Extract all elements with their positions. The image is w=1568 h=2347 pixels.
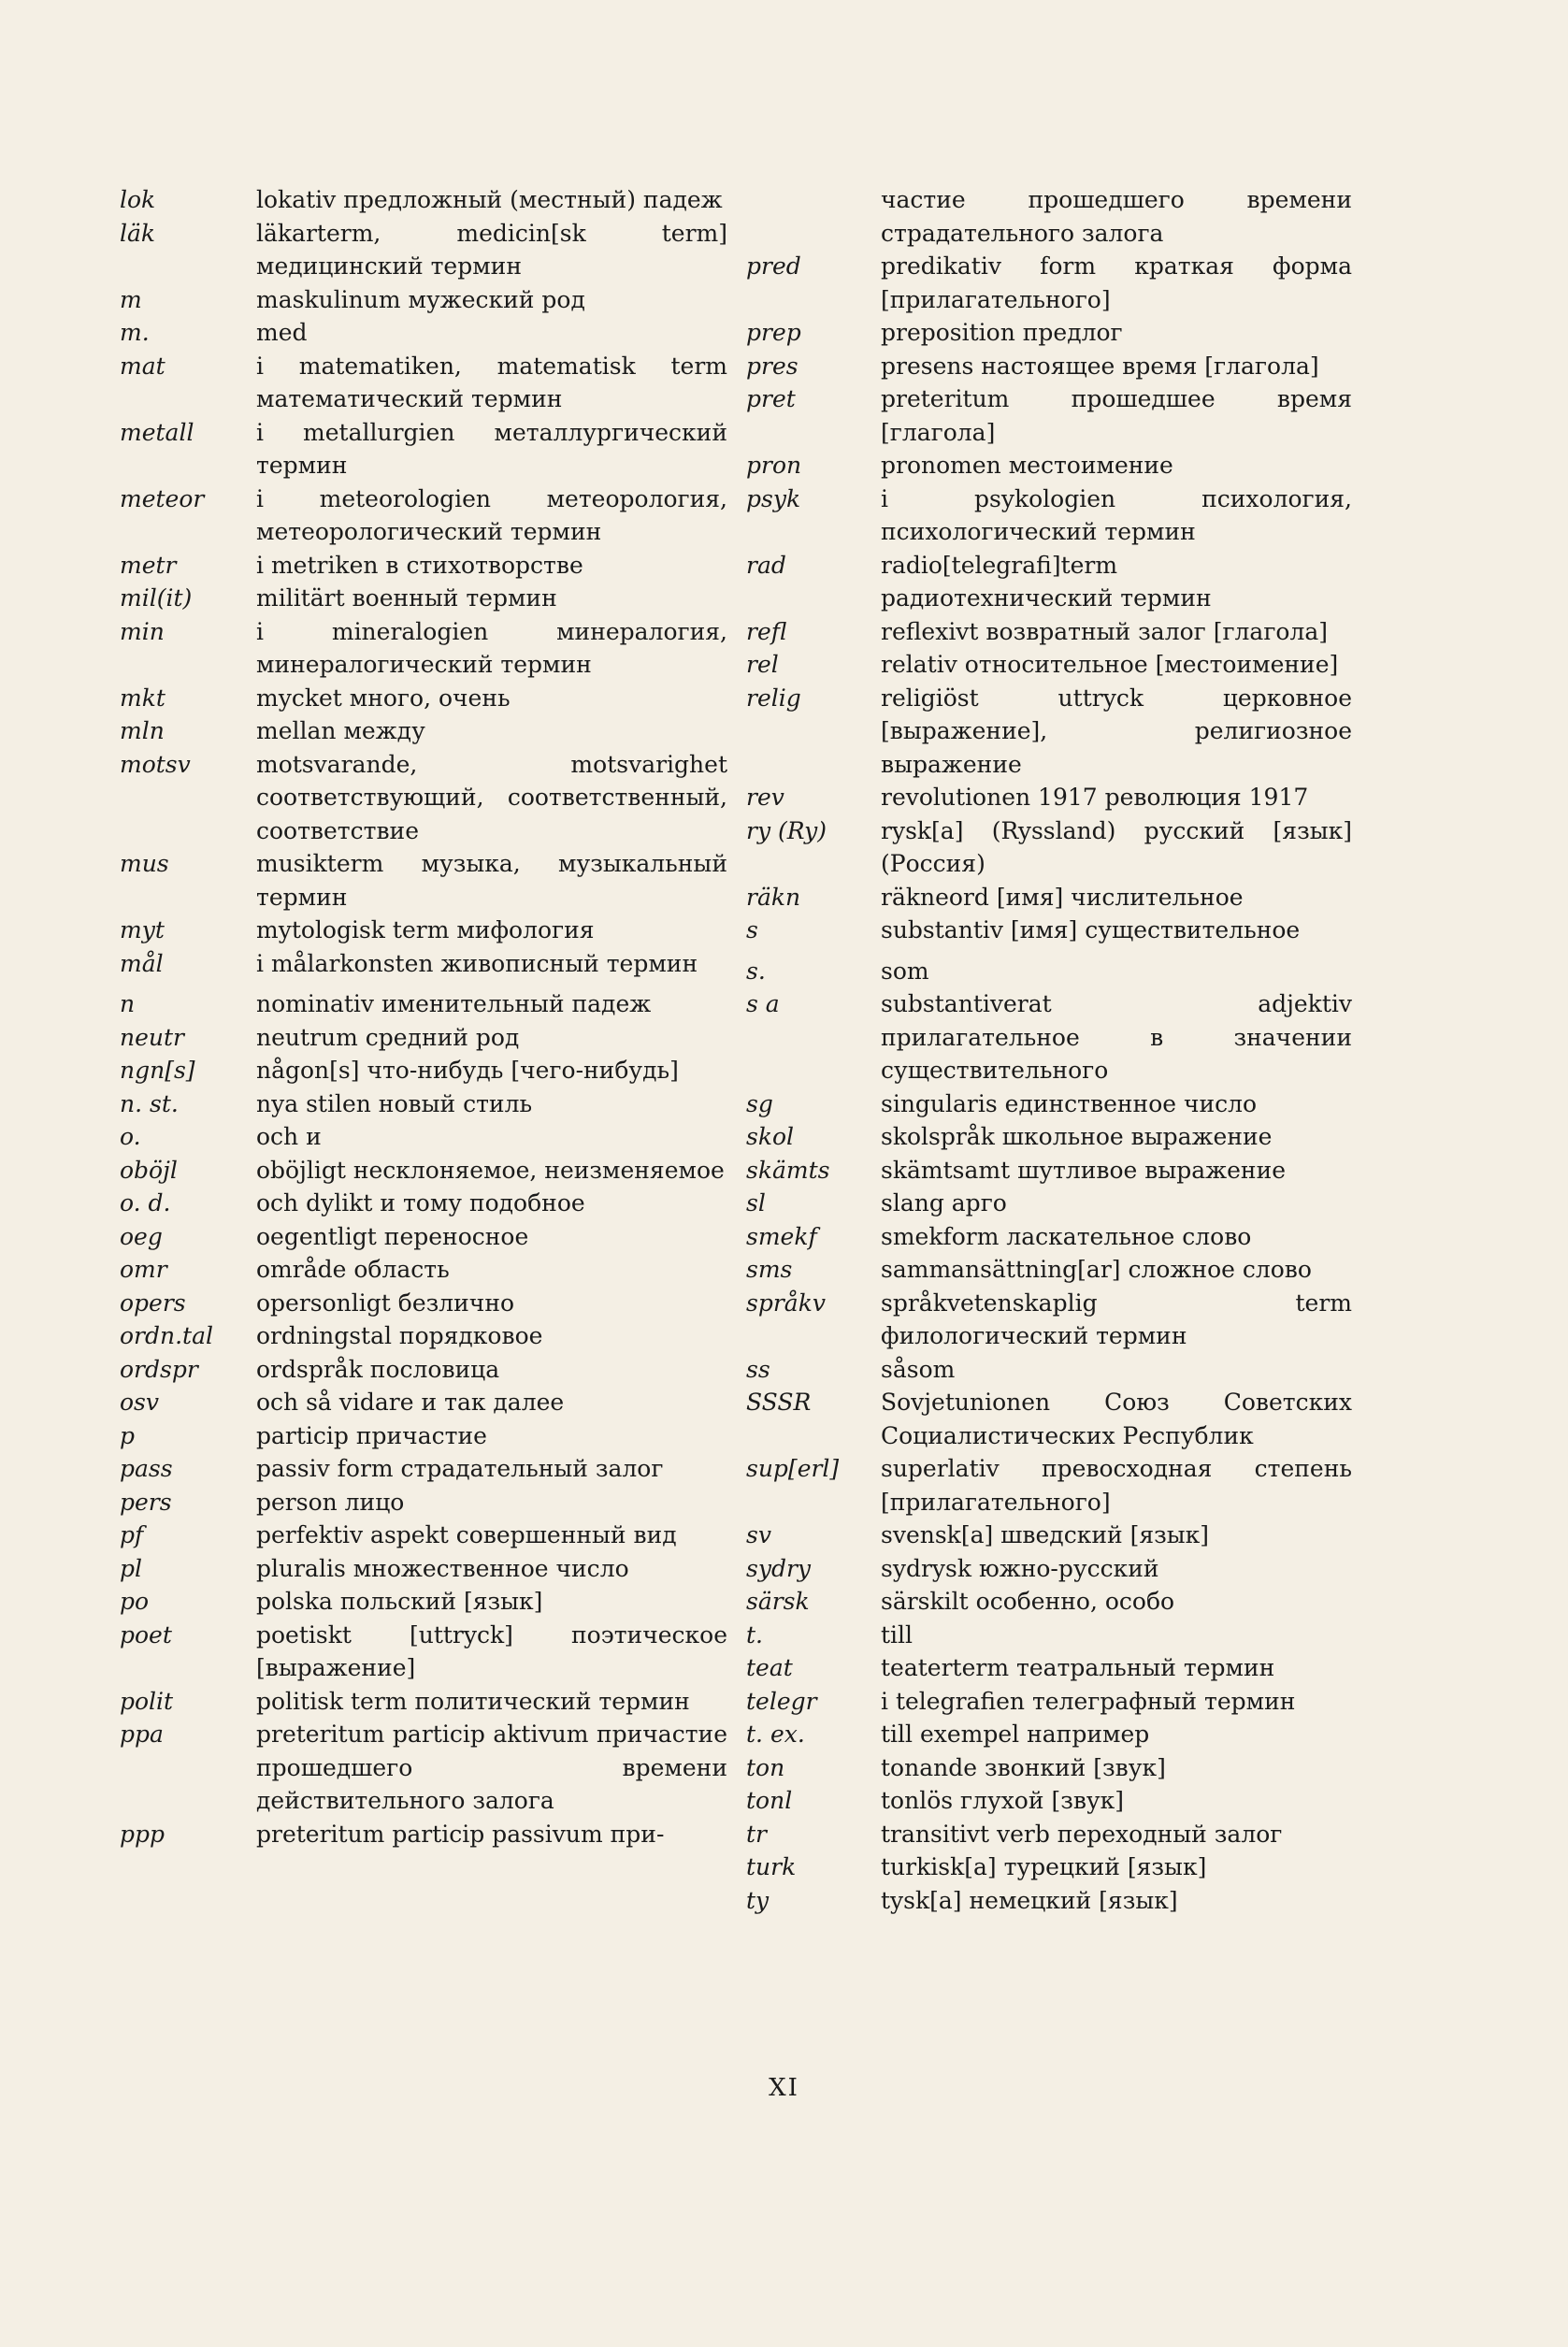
abbreviation-entry <box>120 1319 727 1353</box>
abbreviation-term: po <box>120 1588 150 1615</box>
abbreviation-entry <box>120 1419 727 1453</box>
abbreviation-term: n. st. <box>120 1089 179 1117</box>
abbreviation-term: n <box>120 990 136 1017</box>
abbreviation-term: m. <box>120 319 150 346</box>
abbreviation-term: o. d. <box>120 1189 171 1217</box>
abbreviation-definition: radio[telegrafi]term радиотехнический термин <box>881 551 1212 612</box>
abbreviation-entry <box>120 1386 727 1419</box>
abbreviation-definition: person лицо <box>256 1488 405 1516</box>
abbreviation-definition: ordspråk пословица <box>256 1355 500 1383</box>
abbreviation-definition: religiöst uttryck церковное [выражение], религиозное выражение <box>881 684 1352 778</box>
abbreviation-term: läk <box>120 219 156 247</box>
abbreviation-definition: Sovjetunionen Союз Советских Социалистических Республик <box>881 1389 1352 1449</box>
abbreviation-entry <box>746 382 1352 449</box>
abbreviation-term: oeg <box>120 1222 163 1250</box>
abbreviation-definition: preteritum прошедшее время [глагола] <box>881 385 1352 446</box>
abbreviation-term: pron <box>746 452 802 479</box>
abbreviation-term: språkv <box>746 1289 826 1317</box>
abbreviation-definition: motsvarande, motsvarighet соответствующий, соответственный, соответствие <box>256 750 727 844</box>
abbreviation-entry <box>120 947 727 981</box>
abbreviation-entry <box>120 316 727 350</box>
abbreviation-entry <box>746 250 1352 316</box>
abbreviation-term: mål <box>120 949 164 977</box>
abbreviation-term: turk <box>746 1853 797 1880</box>
abbreviation-term: särsk <box>746 1588 810 1615</box>
abbreviation-entry <box>746 350 1352 383</box>
abbreviation-entry <box>746 1751 1352 1785</box>
abbreviation-entry <box>120 847 727 914</box>
abbreviation-entry <box>746 1187 1352 1220</box>
abbreviation-entry <box>120 714 727 748</box>
abbreviation-term: t. <box>746 1620 763 1649</box>
abbreviation-definition: neutrum средний род <box>256 1023 520 1051</box>
abbreviation-definition: i matematiken, matematisk term математический термин <box>256 352 727 412</box>
abbreviation-definition: revolutionen 1917 революция 1917 <box>881 784 1309 811</box>
abbreviation-entry <box>120 183 727 217</box>
abbreviation-term: s. <box>746 957 766 985</box>
abbreviation-entry <box>746 1287 1352 1353</box>
abbreviation-term: psyk <box>746 484 801 512</box>
abbreviation-entry <box>746 987 1352 1087</box>
abbreviation-term: metall <box>120 418 194 446</box>
abbreviation-definition: med <box>256 319 308 346</box>
abbreviation-term: mln <box>120 717 165 744</box>
abbreviation-term: rad <box>746 551 786 579</box>
abbreviation-entry <box>746 1850 1352 1884</box>
abbreviation-term: ordspr <box>120 1355 198 1383</box>
abbreviation-definition: politisk term политический термин <box>256 1687 690 1715</box>
abbreviation-term: sydry <box>746 1554 812 1582</box>
abbreviation-term: sup[erl] <box>746 1455 840 1482</box>
abbreviation-entry <box>746 1220 1352 1254</box>
abbreviation-definition: relativ относительное [местоимение] <box>881 651 1339 678</box>
abbreviation-definition: och dylikt и тому подобное <box>256 1189 585 1217</box>
abbreviation-definition: område область <box>256 1256 450 1283</box>
abbreviation-term: skol <box>746 1123 795 1150</box>
abbreviation-term: osv <box>120 1389 160 1416</box>
abbreviation-entry <box>746 1253 1352 1287</box>
abbreviation-definition: lokativ предложный (местный) падеж <box>256 186 723 213</box>
abbreviation-column-left <box>120 183 727 1850</box>
abbreviation-entry <box>120 1087 727 1121</box>
abbreviation-term: opers <box>120 1289 186 1317</box>
abbreviation-entry <box>120 615 727 682</box>
abbreviation-entry <box>120 914 727 947</box>
abbreviation-entry <box>746 648 1352 682</box>
abbreviation-entry <box>746 449 1352 482</box>
abbreviation-definition: i metallurgien металлургический термин <box>256 418 727 479</box>
abbreviation-entry <box>120 482 727 549</box>
abbreviation-term: ry (Ry) <box>746 816 827 844</box>
abbreviation-definition: nominativ именительный падеж <box>256 990 652 1017</box>
abbreviation-term: pres <box>746 352 798 380</box>
abbreviation-term: sv <box>746 1521 771 1548</box>
abbreviation-entry <box>746 1087 1352 1121</box>
abbreviation-term: t. ex. <box>746 1721 805 1748</box>
abbreviation-term: ngn[s] <box>120 1057 195 1084</box>
abbreviation-entry <box>120 1519 727 1552</box>
abbreviation-term: poet <box>120 1620 172 1649</box>
abbreviation-definition: ordningstal порядковое <box>256 1322 543 1349</box>
abbreviation-entry <box>746 1585 1352 1619</box>
abbreviation-term: sms <box>746 1256 793 1283</box>
abbreviation-entry <box>746 1718 1352 1751</box>
abbreviation-term: neutr <box>120 1023 184 1051</box>
abbreviation-definition: presens настоящее время [глагола] <box>881 352 1319 380</box>
abbreviation-definition: räkneord [имя] числительное <box>881 883 1244 911</box>
abbreviation-definition: tonande звонкий [звук] <box>881 1753 1166 1781</box>
abbreviation-definition: till exempel например <box>881 1721 1150 1748</box>
entry-spacer <box>746 947 1352 955</box>
entry-spacer <box>120 980 727 987</box>
abbreviation-entry <box>746 781 1352 814</box>
abbreviation-definition: predikativ form краткая форма [прилагательного] <box>881 252 1352 313</box>
abbreviation-entry <box>746 1818 1352 1851</box>
abbreviation-term: ty <box>746 1886 770 1914</box>
abbreviation-entry <box>746 482 1352 549</box>
abbreviation-term: ppp <box>120 1820 165 1848</box>
abbreviation-definition: opersonligt безлично <box>256 1289 515 1317</box>
abbreviation-entry <box>120 1054 727 1087</box>
abbreviation-column-right <box>746 183 1352 1917</box>
abbreviation-term: mat <box>120 352 165 380</box>
abbreviation-entry <box>120 1619 727 1685</box>
abbreviation-entry <box>120 1486 727 1519</box>
abbreviation-entry <box>120 1187 727 1220</box>
abbreviation-definition: superlativ превосходная степень [прилагательного] <box>881 1455 1352 1516</box>
abbreviation-term: skämts <box>746 1156 830 1184</box>
abbreviation-definition: nya stilen новый стиль <box>256 1089 533 1117</box>
abbreviation-term: sl <box>746 1189 766 1217</box>
abbreviation-definition: oböjligt несклоняемое, неизменяемое <box>256 1156 725 1184</box>
abbreviation-definition: tonlös глухой [звук] <box>881 1787 1125 1814</box>
abbreviation-definition: sammansättning[ar] сложное слово <box>881 1256 1312 1283</box>
abbreviation-entry <box>120 1685 727 1719</box>
abbreviation-entry <box>746 955 1352 988</box>
abbreviation-term: omr <box>120 1256 167 1283</box>
abbreviation-definition: språkvetenskaplig term филологический термин <box>881 1289 1352 1349</box>
abbreviation-entry <box>120 1718 727 1818</box>
abbreviation-entry <box>746 814 1352 881</box>
abbreviation-entry <box>120 1120 727 1154</box>
abbreviation-entry <box>746 1552 1352 1586</box>
abbreviation-entry <box>120 1818 727 1851</box>
abbreviation-definition: skämtsamt шутливое выражение <box>881 1156 1287 1184</box>
abbreviation-definition: teaterterm театральный термин <box>881 1654 1275 1681</box>
abbreviation-term: meteor <box>120 484 205 512</box>
abbreviation-definition: svensk[a] шведский [язык] <box>881 1521 1210 1548</box>
abbreviation-definition: läkarterm, medicin[sk term] медицинский термин <box>256 219 727 280</box>
abbreviation-entry <box>120 1552 727 1586</box>
abbreviation-term: pl <box>120 1554 142 1582</box>
abbreviation-definition: musikterm музыка, музыкальный термин <box>256 850 727 911</box>
page-number: XI <box>769 2074 799 2102</box>
abbreviation-term: min <box>120 617 165 645</box>
abbreviation-definition: smekform ласкательное слово <box>881 1222 1252 1250</box>
abbreviation-definition: i telegrafien телеграфный термин <box>881 1687 1296 1715</box>
abbreviation-term: p <box>120 1421 136 1449</box>
abbreviation-term: lok <box>120 186 156 213</box>
abbreviation-definition: singularis единственное число <box>881 1089 1258 1117</box>
abbreviation-entry <box>746 1519 1352 1552</box>
abbreviation-term: metr <box>120 551 177 579</box>
abbreviation-entry <box>120 1353 727 1387</box>
abbreviation-definition: turkisk[a] турецкий [язык] <box>881 1853 1207 1880</box>
abbreviation-term: tr <box>746 1820 767 1848</box>
abbreviation-term: pf <box>120 1521 144 1548</box>
abbreviation-entry <box>120 350 727 416</box>
abbreviation-definition: частие прошедшего времени страдательного залога <box>881 186 1352 247</box>
abbreviation-entry <box>746 615 1352 649</box>
abbreviation-term: rev <box>746 784 784 811</box>
abbreviation-entry <box>120 283 727 317</box>
abbreviation-entry <box>120 1452 727 1486</box>
abbreviation-entry <box>746 1784 1352 1818</box>
abbreviation-term: prep <box>746 319 801 346</box>
abbreviation-entry <box>746 1685 1352 1719</box>
abbreviation-entry <box>120 1154 727 1188</box>
abbreviation-term: räkn <box>746 883 801 911</box>
abbreviation-definition: till <box>881 1620 913 1649</box>
abbreviation-definition: maskulinum мужеский род <box>256 285 585 313</box>
abbreviation-definition: passiv form страдательный залог <box>256 1455 664 1482</box>
abbreviation-term: polit <box>120 1687 174 1715</box>
abbreviation-term: smekf <box>746 1222 817 1250</box>
abbreviation-entry <box>120 682 727 715</box>
abbreviation-definition: rysk[a] (Ryssland) русский [язык] (Россия) <box>881 816 1352 877</box>
abbreviation-entry <box>120 1021 727 1055</box>
abbreviation-definition: perfektiv aspekt совершенный вид <box>256 1521 677 1548</box>
abbreviation-entry <box>120 549 727 583</box>
abbreviation-definition: substantiv [имя] существительное <box>881 916 1301 943</box>
abbreviation-term: ss <box>746 1355 770 1383</box>
abbreviation-definition: som <box>881 957 929 985</box>
abbreviation-entry <box>746 1619 1352 1652</box>
abbreviation-term: telegr <box>746 1687 817 1715</box>
abbreviation-term: s <box>746 916 758 943</box>
abbreviation-entry <box>120 582 727 615</box>
abbreviation-definition: reflexivt возвратный залог [глагола] <box>881 617 1329 645</box>
abbreviation-term: pers <box>120 1488 172 1516</box>
abbreviation-term: mkt <box>120 684 165 712</box>
abbreviation-term: ppa <box>120 1721 164 1748</box>
abbreviation-definition: tysk[a] немецкий [язык] <box>881 1886 1178 1914</box>
abbreviation-definition: och и <box>256 1123 322 1150</box>
abbreviation-term: oböjl <box>120 1156 178 1184</box>
abbreviation-definition: particip причастие <box>256 1421 487 1449</box>
abbreviation-entry <box>746 682 1352 782</box>
abbreviation-definition: särskilt особенно, особо <box>881 1588 1175 1615</box>
abbreviation-entry <box>120 416 727 482</box>
abbreviation-term: m <box>120 285 142 313</box>
abbreviation-definition: preteritum particip passivum при- <box>256 1820 665 1848</box>
abbreviation-term: mil(it) <box>120 584 193 612</box>
abbreviation-entry <box>746 1884 1352 1918</box>
abbreviation-entry <box>120 987 727 1021</box>
abbreviation-definition: mytologisk term мифология <box>256 916 595 943</box>
abbreviation-term: ton <box>746 1753 785 1781</box>
abbreviation-entry <box>746 1154 1352 1188</box>
abbreviation-entry <box>746 1651 1352 1685</box>
abbreviation-term: s a <box>746 990 780 1017</box>
abbreviation-term: teat <box>746 1654 793 1681</box>
abbreviation-definition: preteritum particip aktivum причастие прошедшего времени действительного залога <box>256 1721 727 1814</box>
abbreviation-definition: substantiverat adjektiv прилагательное в значении существительного <box>881 990 1352 1084</box>
abbreviation-definition: i metriken в стихотворстве <box>256 551 583 579</box>
abbreviation-term: ordn.tal <box>120 1322 213 1349</box>
abbreviation-term: tonl <box>746 1787 793 1814</box>
abbreviation-definition: oegentligt переносное <box>256 1222 529 1250</box>
abbreviation-term: myt <box>120 916 165 943</box>
abbreviation-term: relig <box>746 684 801 712</box>
abbreviation-term: rel <box>746 651 779 678</box>
abbreviation-term: mus <box>120 850 169 877</box>
abbreviation-entry <box>120 1220 727 1254</box>
abbreviation-definition: såsom <box>881 1355 956 1383</box>
abbreviation-definition: någon[s] что-нибудь [чего-нибудь] <box>256 1057 679 1084</box>
abbreviation-definition: poetiskt [uttryck] поэтическое [выражение] <box>256 1620 727 1681</box>
abbreviation-entry <box>746 1386 1352 1452</box>
abbreviation-entry <box>120 1253 727 1287</box>
abbreviation-entry <box>746 549 1352 615</box>
abbreviation-entry <box>746 183 1352 250</box>
abbreviation-term: sg <box>746 1089 773 1117</box>
abbreviation-entry <box>120 217 727 283</box>
abbreviation-term: SSSR <box>746 1389 812 1416</box>
abbreviation-entry <box>746 1353 1352 1387</box>
abbreviation-term: motsv <box>120 750 191 778</box>
abbreviation-entry <box>746 1120 1352 1154</box>
abbreviation-entry <box>746 316 1352 350</box>
abbreviation-definition: pluralis множественное число <box>256 1554 629 1582</box>
abbreviation-definition: polska польский [язык] <box>256 1588 543 1615</box>
abbreviation-term: o. <box>120 1123 141 1150</box>
abbreviation-definition: mellan между <box>256 717 425 744</box>
abbreviation-entry <box>746 914 1352 947</box>
abbreviation-definition: mycket много, очень <box>256 684 511 712</box>
abbreviation-definition: i mineralogien минералогия, минералогический термин <box>256 617 727 678</box>
abbreviation-term: pass <box>120 1455 173 1482</box>
abbreviation-definition: i meteorologien метеорология, метеорологический термин <box>256 484 727 545</box>
abbreviation-definition: pronomen местоимение <box>881 452 1173 479</box>
abbreviation-entry <box>120 1585 727 1619</box>
abbreviation-definition: transitivt verb переходный залог <box>881 1820 1283 1848</box>
abbreviation-definition: militärt военный термин <box>256 584 557 612</box>
abbreviation-term: pret <box>746 385 796 412</box>
abbreviation-entry <box>746 1452 1352 1519</box>
abbreviation-entry <box>746 881 1352 914</box>
abbreviation-entry <box>120 1287 727 1320</box>
abbreviation-definition: slang арго <box>881 1189 1007 1217</box>
abbreviation-entry <box>120 748 727 848</box>
abbreviation-term: refl <box>746 617 787 645</box>
abbreviation-definition: skolspråk школьное выражение <box>881 1123 1273 1150</box>
abbreviation-definition: sydrysk южно-русский <box>881 1554 1159 1582</box>
abbreviation-definition: i målarkonsten живописный термин <box>256 949 698 977</box>
abbreviation-definition: i psykologien психология, психологический термин <box>881 484 1352 545</box>
abbreviation-term: pred <box>746 252 801 280</box>
abbreviation-definition: preposition предлог <box>881 319 1123 346</box>
abbreviation-definition: och så vidare и так далее <box>256 1389 565 1416</box>
